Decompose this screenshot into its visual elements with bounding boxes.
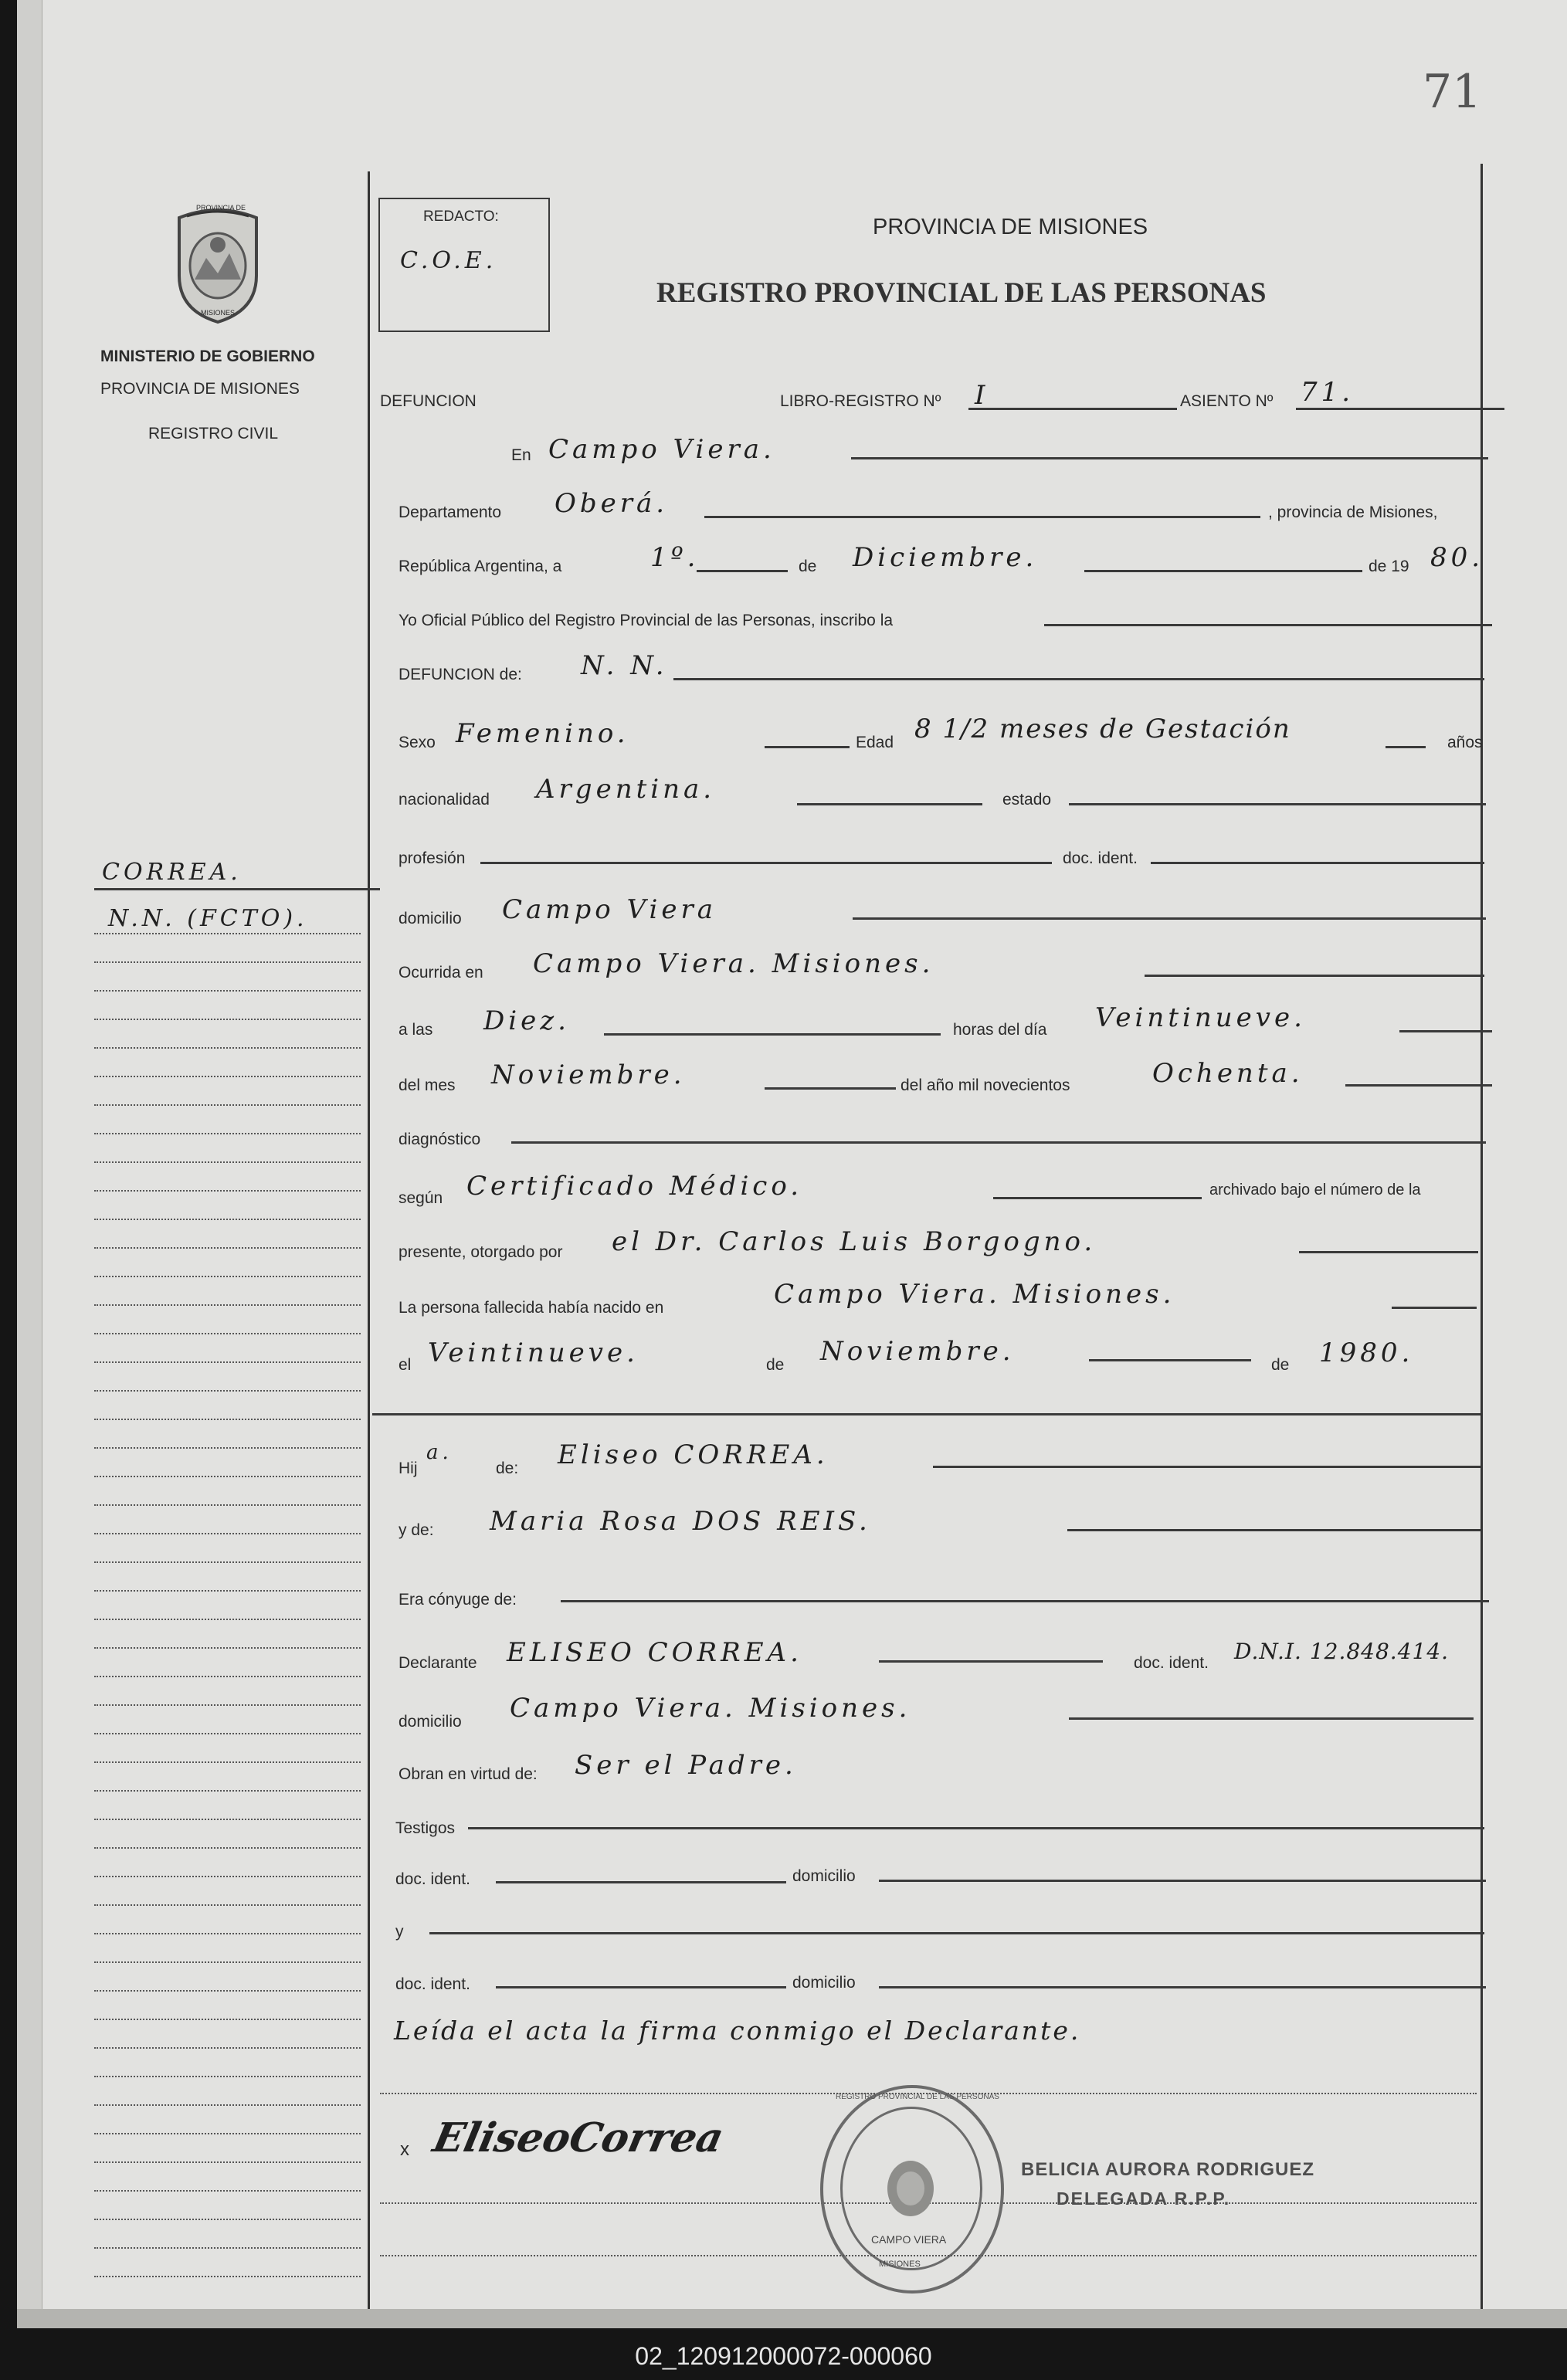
margin-ruled-line bbox=[94, 2247, 361, 2249]
margin-ruled-line bbox=[94, 1819, 361, 1820]
declarant-signature: EliseoCorrea bbox=[429, 2114, 728, 2161]
segun-value: Certificado Médico. bbox=[466, 1171, 803, 1202]
testigos-line bbox=[468, 1827, 1484, 1829]
sexo-value: Femenino. bbox=[456, 718, 629, 749]
mes-value: Noviembre. bbox=[491, 1059, 686, 1090]
hora-line bbox=[604, 1033, 941, 1036]
mes-line bbox=[765, 1087, 896, 1090]
conyuge-label: Era cónyuge de: bbox=[399, 1591, 517, 1609]
document-page bbox=[17, 0, 1567, 2328]
libro-line bbox=[968, 408, 1177, 410]
hora-value: Diez. bbox=[483, 1005, 570, 1036]
estado-label: estado bbox=[1002, 791, 1052, 809]
margin-ruled-line bbox=[94, 961, 361, 963]
ocurrida-value: Campo Viera. Misiones. bbox=[533, 948, 934, 979]
margin-ruled-line bbox=[94, 1476, 361, 1477]
margin-ruled-line bbox=[94, 1676, 361, 1677]
page-number: 71 bbox=[1423, 65, 1482, 119]
libro-value: I bbox=[975, 380, 989, 411]
edad-value: 8 1/2 meses de Gestación bbox=[914, 714, 1291, 744]
margin-ruled-line bbox=[94, 2047, 361, 2049]
hij-de-label: de: bbox=[496, 1460, 519, 1477]
departamento-value: Oberá. bbox=[555, 488, 669, 519]
margin-ruled-line bbox=[94, 1304, 361, 1306]
margin-ruled-line bbox=[94, 1361, 361, 1363]
defuncion-de-line bbox=[673, 678, 1484, 680]
padre-line bbox=[933, 1466, 1481, 1468]
en-label: En bbox=[511, 446, 531, 464]
registry-seal bbox=[820, 2085, 1004, 2294]
signature-mark: x bbox=[400, 2139, 409, 2160]
padre-value: Eliseo CORREA. bbox=[558, 1439, 829, 1470]
margin-ruled-line bbox=[94, 2076, 361, 2077]
t2-domicilio-label: domicilio bbox=[792, 1974, 856, 1992]
image-caption: 02_120912000072-000060 bbox=[635, 2342, 932, 2370]
asiento-value: 71. bbox=[1301, 377, 1355, 408]
decl-domicilio-line bbox=[1069, 1717, 1474, 1720]
emblem-top-text: PROVINCIA DE bbox=[196, 204, 246, 212]
margin-ruled-line bbox=[94, 1104, 361, 1106]
madre-line bbox=[1067, 1529, 1481, 1531]
ano-line bbox=[1345, 1084, 1492, 1087]
domicilio-value: Campo Viera bbox=[502, 894, 717, 925]
margin-ruled-line bbox=[94, 2219, 361, 2220]
header-registry: REGISTRO PROVINCIAL DE LAS PERSONAS bbox=[656, 277, 1267, 309]
official-title: DELEGADA R.P.P. bbox=[1057, 2188, 1231, 2209]
margin-ruled-line bbox=[94, 1047, 361, 1049]
oficial-label: Yo Oficial Público del Registro Provincial de las Personas, inscribo la bbox=[399, 612, 894, 629]
dia-value: Veintinueve. bbox=[1095, 1002, 1306, 1033]
profesion-docident-label: doc. ident. bbox=[1063, 849, 1138, 867]
seal-center-text: CAMPO VIERA bbox=[871, 2233, 947, 2246]
el-label: el bbox=[399, 1356, 412, 1374]
defuncion-de-label: DEFUNCION de: bbox=[399, 666, 522, 683]
t2-docident-line bbox=[496, 1986, 786, 1988]
ocurrida-label: Ocurrida en bbox=[399, 964, 483, 981]
margin-ruled-line bbox=[94, 1933, 361, 1934]
margin-surname: CORREA. bbox=[102, 859, 242, 886]
redacto-box bbox=[378, 198, 550, 332]
y-label: y bbox=[395, 1923, 404, 1941]
diagnostico-line bbox=[511, 1141, 1486, 1144]
nacionalidad-value: Argentina. bbox=[536, 774, 716, 805]
margin-ruled-line bbox=[94, 2161, 361, 2163]
nac-mes-value: Noviembre. bbox=[820, 1336, 1015, 1367]
margin-ruled-line bbox=[94, 2104, 361, 2106]
profesion-line bbox=[480, 862, 1052, 864]
declarante-line bbox=[879, 1660, 1103, 1663]
margin-ruled-line bbox=[94, 1333, 361, 1334]
presente-line bbox=[1299, 1251, 1478, 1253]
hij-label: Hij bbox=[399, 1460, 418, 1477]
domicilio-label: domicilio bbox=[399, 910, 462, 927]
libro-label: LIBRO-REGISTRO Nº bbox=[780, 392, 941, 410]
t1-domicilio-label: domicilio bbox=[792, 1867, 856, 1885]
act-type-label: DEFUNCION bbox=[380, 392, 477, 410]
nacido-label: La persona fallecida había nacido en bbox=[399, 1299, 664, 1317]
nac-mes-line bbox=[1089, 1359, 1251, 1361]
year-prefix: de 19 bbox=[1369, 558, 1409, 575]
asiento-line bbox=[1296, 408, 1504, 410]
segun-line bbox=[993, 1197, 1202, 1199]
header-province: PROVINCIA DE MISIONES bbox=[873, 215, 1148, 239]
t2-docident-label: doc. ident. bbox=[395, 1975, 470, 1993]
republica-label: República Argentina, a bbox=[399, 558, 562, 575]
nacionalidad-label: nacionalidad bbox=[399, 791, 490, 809]
margin-ruled-line bbox=[94, 1876, 361, 1877]
margin-ruled-line bbox=[94, 1990, 361, 1992]
sexo-label: Sexo bbox=[399, 734, 436, 751]
book-spine bbox=[17, 0, 42, 2328]
y-line bbox=[429, 1932, 1484, 1934]
en-line bbox=[851, 457, 1488, 459]
margin-ruled-line bbox=[94, 2276, 361, 2277]
edad-line bbox=[1386, 746, 1426, 748]
departamento-line bbox=[704, 516, 1260, 518]
month-line bbox=[1084, 570, 1362, 572]
margin-ruled-line bbox=[94, 1219, 361, 1220]
margin-ruled-line bbox=[94, 1590, 361, 1592]
page-bottom-edge bbox=[17, 2309, 1567, 2328]
margin-ruled-line bbox=[94, 1076, 361, 1077]
margin-ruled-line bbox=[94, 1761, 361, 1763]
margin-ruled-line bbox=[94, 1247, 361, 1249]
margin-ruled-line bbox=[94, 1133, 361, 1134]
margin-ruled-line bbox=[94, 1790, 361, 1792]
t1-docident-line bbox=[496, 1881, 786, 1883]
margin-ruled-line bbox=[94, 1419, 361, 1420]
presente-label: presente, otorgado por bbox=[399, 1243, 563, 1261]
mes-label: del mes bbox=[399, 1076, 456, 1094]
ano-value: Ochenta. bbox=[1152, 1058, 1304, 1089]
asiento-label: ASIENTO Nº bbox=[1180, 392, 1274, 410]
margin-ruled-line bbox=[94, 1533, 361, 1534]
decl-docident-label: doc. ident. bbox=[1134, 1654, 1209, 1672]
margin-ruled-line bbox=[94, 1276, 361, 1277]
decl-domicilio-label: domicilio bbox=[399, 1713, 462, 1731]
margin-ruled-line bbox=[94, 1704, 361, 1706]
departamento-label: Departamento bbox=[399, 503, 502, 521]
hij-value: a. bbox=[426, 1441, 453, 1464]
margin-ruled-line bbox=[94, 2019, 361, 2020]
presente-value: el Dr. Carlos Luis Borgogno. bbox=[612, 1226, 1097, 1257]
nac-ano-value: 1980. bbox=[1319, 1337, 1414, 1368]
decl-domicilio-value: Campo Viera. Misiones. bbox=[510, 1693, 911, 1724]
obran-value: Ser el Padre. bbox=[575, 1750, 797, 1781]
redacto-initials: C.O.E. bbox=[400, 247, 497, 274]
margin-ruled-line bbox=[94, 1733, 361, 1734]
horas-label: horas del día bbox=[953, 1021, 1047, 1039]
margin-ruled-line bbox=[94, 1161, 361, 1163]
margin-ruled-line bbox=[94, 1904, 361, 1906]
profesion-docident-line bbox=[1151, 862, 1484, 864]
testigos-label: Testigos bbox=[395, 1819, 456, 1837]
edad-label: Edad bbox=[856, 734, 894, 751]
seal-lower-text: MISIONES bbox=[879, 2260, 921, 2269]
defuncion-de-value: N. N. bbox=[581, 650, 668, 681]
obran-label: Obran en virtud de: bbox=[399, 1765, 538, 1783]
estado-line bbox=[1069, 803, 1486, 805]
de-label: de bbox=[799, 558, 817, 575]
nacido-value: Campo Viera. Misiones. bbox=[774, 1279, 1175, 1310]
section-divider bbox=[372, 1413, 1481, 1415]
margin-ruled-line bbox=[94, 1647, 361, 1649]
nac-de2-label: de bbox=[1271, 1356, 1290, 1374]
diagnostico-label: diagnóstico bbox=[399, 1131, 481, 1148]
day-line bbox=[697, 570, 788, 572]
left-province: PROVINCIA DE MISIONES bbox=[100, 380, 300, 398]
margin-ruled-line bbox=[94, 1504, 361, 1506]
declarante-value: ELISEO CORREA. bbox=[507, 1637, 802, 1668]
ano-mil-label: del año mil novecientos bbox=[901, 1076, 1070, 1094]
year-value: 80. bbox=[1430, 542, 1484, 573]
margin-ruled-line bbox=[94, 1390, 361, 1392]
form-left-border bbox=[368, 171, 370, 2309]
en-value: Campo Viera. bbox=[548, 434, 775, 465]
nacido-line bbox=[1392, 1307, 1477, 1309]
emblem-bottom-text: MISIONES bbox=[201, 309, 236, 317]
alas-label: a las bbox=[399, 1021, 433, 1039]
margin-ruled-line bbox=[94, 1561, 361, 1563]
t1-docident-label: doc. ident. bbox=[395, 1870, 470, 1888]
t2-domicilio-line bbox=[879, 1986, 1486, 1988]
domicilio-line bbox=[853, 917, 1486, 920]
day-value: 1º. bbox=[650, 542, 700, 573]
margin-ruled-line bbox=[94, 1619, 361, 1620]
t1-domicilio-line bbox=[879, 1880, 1486, 1882]
left-office: REGISTRO CIVIL bbox=[148, 425, 279, 442]
margin-underline bbox=[94, 888, 380, 890]
margin-ruled-line bbox=[94, 2190, 361, 2192]
seal-emblem-icon bbox=[884, 2158, 938, 2219]
nac-dia-value: Veintinueve. bbox=[428, 1337, 639, 1368]
official-name: BELICIA AURORA RODRIGUEZ bbox=[1021, 2159, 1314, 2180]
archivado-label: archivado bajo el número de la bbox=[1209, 1182, 1421, 1198]
sexo-line bbox=[765, 746, 850, 748]
margin-ruled-line bbox=[94, 1190, 361, 1192]
provincia-label: , provincia de Misiones, bbox=[1268, 503, 1438, 521]
yde-label: y de: bbox=[399, 1521, 434, 1539]
nac-de-label: de bbox=[766, 1356, 785, 1374]
redacto-label: REDACTO: bbox=[423, 209, 499, 225]
margin-ruled-line bbox=[94, 1447, 361, 1449]
margin-ruled-line bbox=[94, 1847, 361, 1849]
nacionalidad-line bbox=[797, 803, 982, 805]
decl-docident-value: D.N.I. 12.848.414. bbox=[1234, 1639, 1450, 1664]
seal-ring-text: REGISTRO PROVINCIAL DE LAS PERSONAS bbox=[836, 2093, 999, 2101]
anos-label: años bbox=[1447, 734, 1483, 751]
closing-statement: Leída el acta la firma conmigo el Declarante. bbox=[394, 2016, 1081, 2046]
ocurrida-line bbox=[1145, 975, 1484, 977]
margin-name: N.N. (FCTO). bbox=[108, 905, 308, 932]
dia-line bbox=[1399, 1030, 1492, 1032]
margin-ruled-line bbox=[94, 1019, 361, 1020]
conyuge-line bbox=[561, 1600, 1489, 1602]
margin-ruled-line bbox=[94, 990, 361, 992]
oficial-line bbox=[1044, 624, 1492, 626]
madre-value: Maria Rosa DOS REIS. bbox=[490, 1506, 871, 1537]
profesion-label: profesión bbox=[399, 849, 466, 867]
margin-ruled-line bbox=[94, 2133, 361, 2134]
left-ministry: MINISTERIO DE GOBIERNO bbox=[100, 348, 315, 365]
provincial-emblem-icon bbox=[164, 202, 272, 326]
segun-label: según bbox=[399, 1189, 443, 1207]
bottom-dotted-line bbox=[380, 2255, 1477, 2256]
margin-ruled-line bbox=[94, 933, 361, 934]
declarante-label: Declarante bbox=[399, 1654, 477, 1672]
margin-ruled-line bbox=[94, 1961, 361, 1963]
month-value: Diciembre. bbox=[853, 542, 1038, 573]
